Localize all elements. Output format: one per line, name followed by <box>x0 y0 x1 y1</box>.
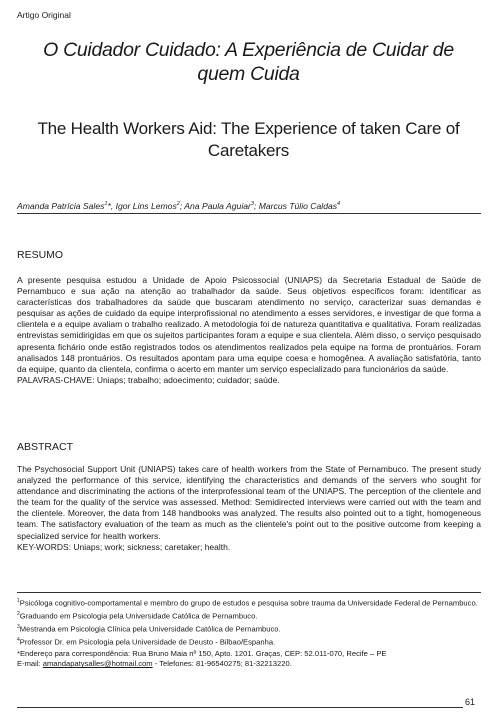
footnote <box>17 622 481 635</box>
correspondence-contact <box>17 659 481 670</box>
footnote-text: Psicóloga cognitivo-comportamental e membro do grupo de estudos e pesquisa sobre trauma da Universidade Federal de Pernambuco. <box>19 598 478 608</box>
author-separator: *, <box>107 201 116 211</box>
footnote-mark: 4 <box>17 637 20 644</box>
phone-numbers: - Telefones: 81-96540275; 81-32213220. <box>152 659 292 669</box>
author-name: Igor Lins Lemos <box>115 201 177 211</box>
abstract-body <box>17 464 481 553</box>
footer-rule <box>17 707 463 708</box>
email-label: E-mail: <box>17 659 43 669</box>
author-footnote-mark: 3 <box>250 201 254 208</box>
author-footnote-mark: 2 <box>176 201 180 208</box>
email-link[interactable]: amandapatysalles@hotmail.com <box>42 659 153 669</box>
footnotes <box>17 596 481 670</box>
abstract-heading: ABSTRACT <box>17 441 74 453</box>
resumo-body <box>17 275 481 386</box>
authors-divider <box>17 213 481 214</box>
title-portuguese: O Cuidador Cuidado: A Experiência de Cuidar de quem Cuida <box>43 39 454 85</box>
footnote <box>17 609 481 622</box>
footnote-text: Graduando em Psicologia pela Universidade Católica de Pernambuco. <box>19 611 258 621</box>
author-separator: ; <box>253 201 259 211</box>
correspondence-address: *Endereço para correspondência: Rua Bruno Maia nº 150, Apto. 1201. Graças, CEP: 52.011-070, Recife – PE <box>17 648 387 658</box>
author-name: Ana Paula Aguiar <box>184 201 251 211</box>
author-list <box>17 201 481 211</box>
footnote <box>17 596 481 609</box>
resumo-heading: RESUMO <box>17 249 64 261</box>
footnote-text: Professor Dr. em Psicologia pela Universidade de Deusto - Bilbao/Espanha. <box>19 637 276 647</box>
article-type-label: Artigo Original <box>17 10 71 20</box>
resumo-text: A presente pesquisa estudou a Unidade de Apoio Psicossocial (UNIAPS) da Secretaria Estadual de Saúde de Pernambuco e sua ação na atenção ao trabalhador da saúde. Seus objetivos específicos foram: identificar as características dos trabalhadores da saúde que buscaram atendimento no serviço, caracterizar suas demandas e pesquisar as ações de cuidado da equipe interprofissional no atendimento a esses servidores, e investigar de que forma a clientela e a equipe avaliam o trabalho realizado. A metodologia foi de natureza quantitativa e qualitativa. Foram realizadas entrevistas semidirigidas em que os sujeitos participantes foram a equipe e sua clientela. Além disso, o serviço pesquisado apresenta fichário onde estão registrados todos os atendimentos realizados pela equipe na forma de prontuários. Foram analisados 148 prontuários. Os resultados apontam para uma equipe coesa e homogênea. A avaliação satisfatória, tanto da equipe, quanto da clientela, confirma o acerto em manter um serviço especializado para funcionários da saúde. <box>17 275 481 374</box>
author-name: Marcus Túlio Caldas <box>258 201 338 211</box>
author-name: Amanda Patrícia Sales <box>17 201 105 211</box>
footnotes-divider <box>17 592 481 593</box>
footnote-mark: 1 <box>17 598 20 604</box>
title-english: The Health Workers Aid: The Experience of taken Care of Caretakers <box>37 119 460 160</box>
footnote-mark: 2 <box>17 611 20 618</box>
palavras-chave-text: Uniaps; trabalho; adoecimento; cuidador; saúde. <box>94 374 280 385</box>
keywords-text: Uniaps; work; sickness; caretaker; health. <box>71 541 231 552</box>
palavras-chave-label: PALAVRAS-CHAVE: <box>17 374 95 385</box>
author-footnote-mark: 4 <box>337 201 341 208</box>
footnote-mark: 3 <box>17 624 20 631</box>
keywords-label: KEY-WORDS: <box>17 541 72 552</box>
abstract-text: The Psychosocial Support Unit (UNIAPS) takes care of health workers from the State of Pernambuco. The present study analyzed the performance of this service, identifying the characteristics and demands of the servers who sought for attendance and discriminating the actions of the interprofessional team of the UNIAPS. The perception of the clientele and the team for the quality of the service was assessed. Method: Semidirected interviews were carried out with the team and the clientele. Moreover, the data from 148 handbooks was analyzed. The results also pointed out to a tight, homogeneous team. The satisfactory evaluation of the team as much as the clientele's point out to the positive outcome from keeping a specialized service for health workers. <box>17 464 481 541</box>
footnote <box>17 635 481 648</box>
author-footnote-mark: 1 <box>104 201 108 208</box>
page-number: 61 <box>465 697 476 707</box>
footnote-text: Mestranda em Psicologia Clínica pela Universidade Católica de Pernambuco. <box>19 624 281 634</box>
author-separator: ; <box>179 201 185 211</box>
